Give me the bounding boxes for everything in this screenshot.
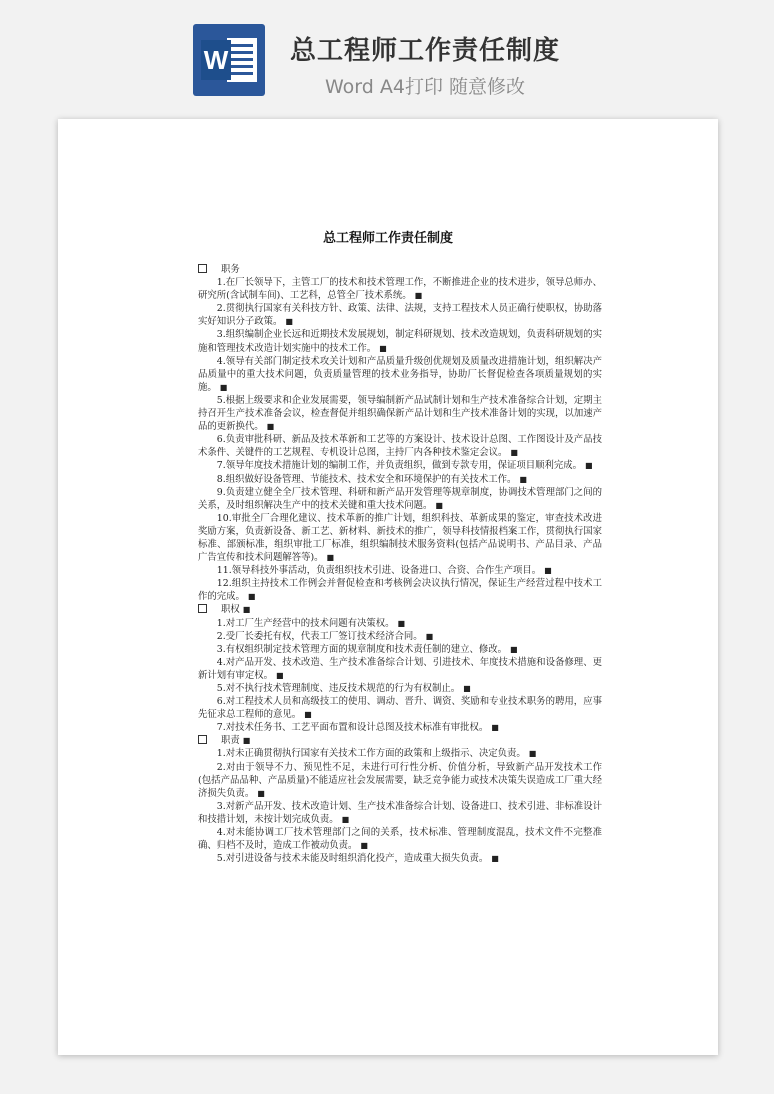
list-item xyxy=(198,656,602,682)
end-mark-icon: ■ xyxy=(242,605,251,615)
end-mark-icon: ■ xyxy=(435,500,443,510)
end-mark-icon: ■ xyxy=(510,448,518,458)
list-item-text: 4.对产品开发、技术改造、生产技术准备综合计划、引进技术、年度技术措施和设备修理、更新计划有审定权。 xyxy=(198,656,602,681)
list-item-text: 7.对技术任务书、工艺平面布置和设计总图及技术标准有审批权。 xyxy=(216,722,489,734)
end-mark-icon: ■ xyxy=(414,291,423,301)
list-item-text: 4.对未能协调工厂技术管理部门之间的关系，技术标准、管理制度混乱，技术文件不完整准确、归档不及时，造成工作被动负责。 xyxy=(198,827,602,852)
document-title: 总工程师工作责任制度 xyxy=(322,231,453,246)
list-item-text: 10.审批全厂合理化建议、技术革新的推广计划，组织科技、革新成果的鉴定，审查技术改进奖励方案，负责新设备、新工艺、新材料、新技术的推广，领导科技情报档案工作，贯彻执行国家标准、部颁标准，组织审批工厂标准，组织编制技术服务资料(包括产品说明书、产品目录、产品广告宣传和技术问题解答等)。 xyxy=(198,512,602,564)
list-item-text: 2.受厂长委托有权，代表工厂签订技术经济合同。 xyxy=(216,630,423,642)
list-item-text: 6.负责审批科研、新品及技术革新和工艺等的方案设计、技术设计总图、工作图设计及产品技术条件、关键件的工艺规程、专机设计总图，主持厂内各种技术鉴定会议。 xyxy=(198,434,602,459)
list-item-text: 3.有权组织制定技术管理方面的规章制度和技术责任制的建立、修改。 xyxy=(216,643,507,655)
list-item xyxy=(198,747,602,760)
list-item-text: 9.负责建立健全全厂技术管理、科研和新产品开发管理等规章制度，协调技术管理部门之间的关系，及时组织解决生产中的技术关键和重大技术问题。 xyxy=(198,486,602,511)
list-item xyxy=(198,826,602,852)
document-page xyxy=(58,119,718,1055)
end-mark-icon: ■ xyxy=(544,566,552,576)
end-mark-icon: ■ xyxy=(276,670,284,680)
list-item xyxy=(198,302,602,328)
end-mark-icon: ■ xyxy=(510,644,518,654)
list-item-text: 5.对不执行技术管理制度、违反技术规范的行为有权制止。 xyxy=(216,683,461,694)
list-item-text: 5.对引进设备与技术未能及时组织消化投产，造成重大损失负责。 xyxy=(216,853,489,865)
list-item-text: 3.组织编制企业长远和近期技术发展规划，制定科研规划、技术改造规划，负责科研规划的实施和管理技术改造计划实施中的技术工作。 xyxy=(198,329,602,354)
list-item xyxy=(198,564,602,577)
end-mark-icon: ■ xyxy=(463,684,471,693)
word-doc-icon xyxy=(193,24,265,96)
list-item xyxy=(198,800,602,826)
list-item xyxy=(198,433,602,459)
end-mark-icon: ■ xyxy=(326,553,335,563)
list-item xyxy=(198,695,602,721)
end-mark-icon: ■ xyxy=(519,474,527,484)
end-mark-icon: ■ xyxy=(425,631,434,641)
end-mark-icon: ■ xyxy=(491,854,499,864)
list-item xyxy=(198,394,602,433)
list-item xyxy=(198,486,602,512)
end-mark-icon: ■ xyxy=(360,841,368,851)
banner-subtitle: Word A4打印 随意修改 xyxy=(325,76,526,98)
banner-title: 总工程师工作责任制度 xyxy=(290,36,561,66)
word-icon-letter: W xyxy=(203,45,229,75)
section-heading-text: 职务 xyxy=(221,264,240,275)
list-item-text: 7.领导年度技术措施计划的编制工作，并负责组织，做到专款专用，保证项目顺利完成。 xyxy=(216,460,582,472)
list-item-text: 4.领导有关部门制定技术攻关计划和产品质量升级创优规划及质量改进措施计划，组织解决产品质量中的重大技术问题，负责质量管理的技术业务指导，协助厂长督促检查各项质量规划的实施。 xyxy=(198,355,602,393)
list-item xyxy=(198,512,602,564)
document-body xyxy=(198,263,602,865)
checkbox-square-icon xyxy=(198,735,207,744)
list-item xyxy=(198,577,602,603)
list-item xyxy=(198,761,602,800)
end-mark-icon: ■ xyxy=(379,343,387,353)
list-item-text: 2.对由于领导不力、预见性不足，未进行可行性分析、价值分析，导致新产品开发技术工作(包括产品品种、产品质量)不能适应社会发展需要，缺乏竞争能力或技术决策失误造成工厂重大经济损失负责。 xyxy=(198,761,602,799)
end-mark-icon: ■ xyxy=(242,736,251,746)
checkbox-square-icon xyxy=(198,264,207,273)
end-mark-icon: ■ xyxy=(247,592,256,602)
list-item-text: 1.对工厂生产经营中的技术问题有决策权。 xyxy=(216,617,395,629)
section-heading-text: 职责 xyxy=(221,735,240,747)
list-item xyxy=(198,643,602,656)
end-mark-icon: ■ xyxy=(397,618,406,628)
end-mark-icon: ■ xyxy=(219,382,228,392)
end-mark-icon: ■ xyxy=(266,422,275,432)
list-item xyxy=(198,473,602,486)
end-mark-icon: ■ xyxy=(528,749,537,759)
list-item-text: 5.根据上级要求和企业发展需要，领导编制新产品试制计划和生产技术准备综合计划，定期主持召开生产技术准备会议，检查督促并组织确保新产品计划和生产技术准备计划的实现，以加速产品的更新换代。 xyxy=(198,394,602,433)
list-item-text: 12.组织主持技术工作例会并督促检查和考核例会决议执行情况，保证生产经营过程中技术工作的完成。 xyxy=(198,578,602,603)
list-item xyxy=(198,328,602,354)
header-banner xyxy=(0,0,774,118)
list-item-text: 2.贯彻执行国家有关科技方针、政策、法律、法规，支持工程技术人员正确行使职权，协助落实好知识分子政策。 xyxy=(198,303,602,328)
list-item xyxy=(198,617,602,630)
list-item-text: 1.对未正确贯彻执行国家有关技术工作方面的政策和上级指示、决定负责。 xyxy=(216,748,526,760)
end-mark-icon: ■ xyxy=(304,710,312,720)
list-item xyxy=(198,355,602,394)
checkbox-square-icon xyxy=(198,604,207,613)
end-mark-icon: ■ xyxy=(585,461,593,471)
list-item xyxy=(198,630,602,643)
list-item xyxy=(198,682,602,695)
list-item-text: 6.对工程技术人员和高级技工的使用、调动、晋升、调资、奖励和专业技术职务的聘用，应事先征求总工程师的意见。 xyxy=(198,696,602,721)
section-heading xyxy=(198,263,602,276)
section-heading xyxy=(198,603,602,616)
end-mark-icon: ■ xyxy=(285,317,293,327)
end-mark-icon: ■ xyxy=(257,788,265,798)
section-heading xyxy=(198,734,602,747)
list-item xyxy=(198,276,602,302)
list-item xyxy=(198,721,602,734)
end-mark-icon: ■ xyxy=(491,723,499,733)
list-item-text: 8.组织做好设备管理、节能技术、技术安全和环境保护的有关技术工作。 xyxy=(216,473,517,485)
list-item-text: 3.对新产品开发、技术改造计划、生产技术准备综合计划、设备进口、技术引进、非标准设计和技措计划，未按计划完成负责。 xyxy=(198,800,602,825)
list-item xyxy=(198,852,602,865)
list-item-text: 11.领导科技外事活动，负责组织技术引进、设备进口、合资、合作生产项目。 xyxy=(216,565,542,577)
section-heading-text: 职权 xyxy=(221,604,240,616)
list-item xyxy=(198,459,602,472)
list-item-text: 1.在厂长领导下，主管工厂的技术和技术管理工作，不断推进企业的技术进步，领导总师办、研究所(含试制车间)、工艺科，总管全厂技术系统。 xyxy=(198,277,602,302)
end-mark-icon: ■ xyxy=(341,814,350,824)
